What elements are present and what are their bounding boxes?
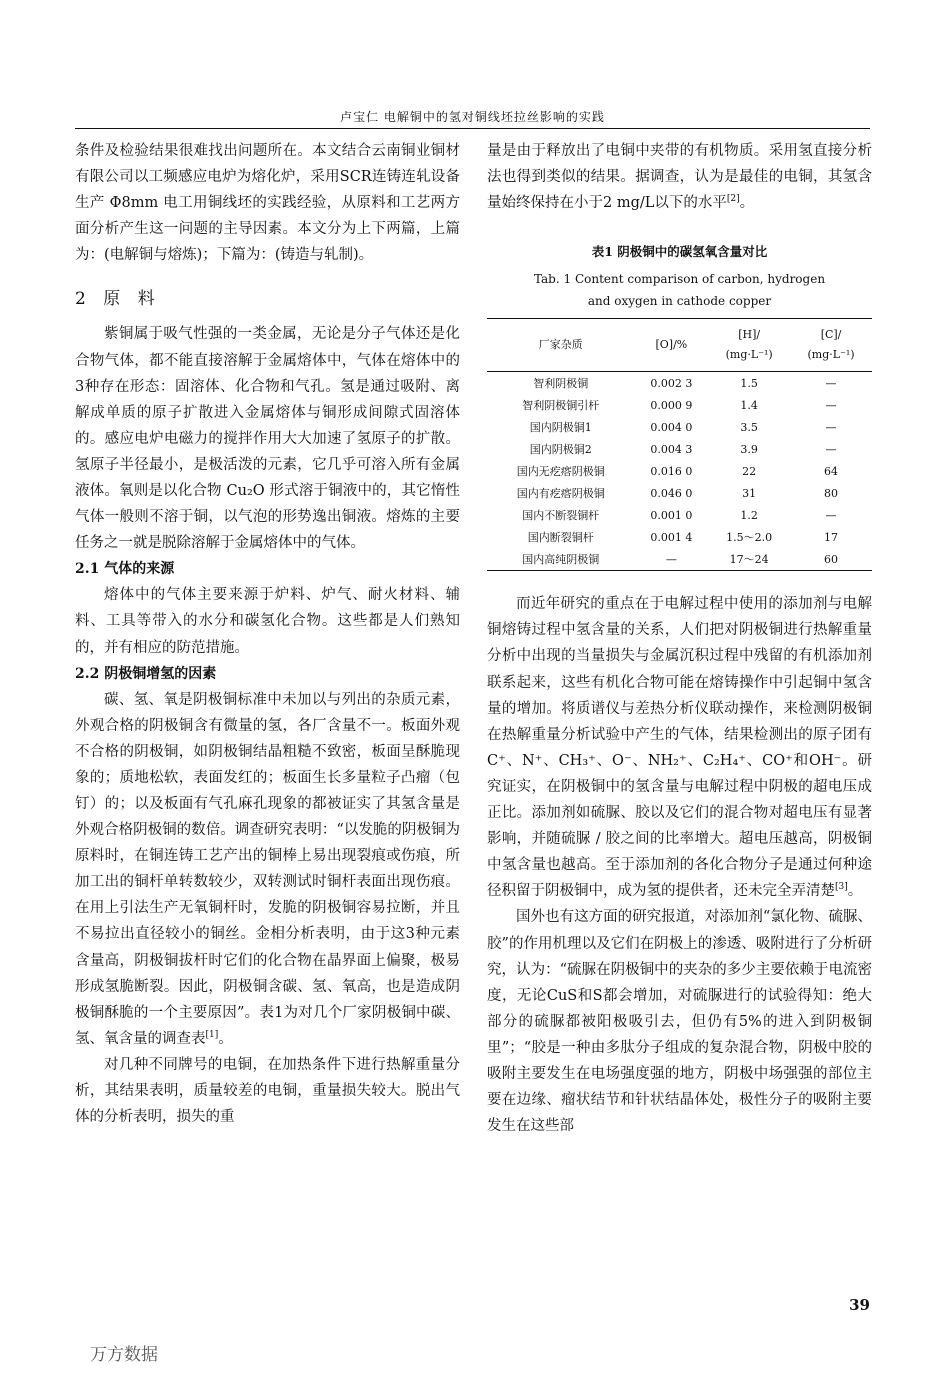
table-row: [487, 504, 872, 526]
cell-hydrogen: 31: [742, 486, 757, 500]
cell-carbon: 60: [824, 552, 839, 566]
header-hydrogen-label: [H]/: [738, 328, 761, 342]
left-column: [75, 138, 460, 1130]
table-header-row: [487, 319, 872, 372]
sentence-end: 。: [847, 883, 863, 900]
cell-manufacturer: 智利阴极铜: [533, 377, 589, 391]
cell-carbon: 80: [824, 486, 839, 500]
cell-hydrogen: 3.9: [740, 442, 758, 456]
section-2-paragraph: 紫铜属于吸气性强的一类金属，无论是分子气体还是化合物气体，都不能直接溶解于金属熔体中，气体在熔体中的3种存在形态：固溶体、化合物和气孔。氢是通过吸附、离解成单质的原子扩散进入金属熔体与铜形成间隙式固溶体的。感应电炉电磁力的搅拌作用大大加速了氢原子的扩散。氢原子半径最小，是极活泼的元素，它几乎可溶入所有金属液体。氧则是以化合物 Cu₂O 形式溶于铜液中的，其它惰性气体一般则不溶于铜，以气泡的形势逸出铜液。熔炼的主要任务之一就是脱除溶解于金属熔体中的气体。: [75, 326, 460, 552]
header-hydrogen: [708, 319, 790, 372]
header-rule: [75, 128, 870, 129]
table-row: [487, 526, 872, 548]
section-2-1-paragraph: 熔体中的气体主要来源于炉料、炉气、耐火材料、辅料、工具等带入的水分和碳氢化合物。这些都是人们熟知的，并有相应的防范措施。: [75, 587, 460, 656]
cell-carbon: —: [825, 420, 837, 434]
section-2-2-text: 碳、氢、氧是阴极铜标准中未加以与列出的杂质元素，外观合格的阴极铜含有微量的氢，各厂含量不一。板面外观不合格的阴极铜，如阴极铜结晶粗糙不致密，板面呈酥脆现象的；质地松软，表面发红的；板面生长多量粒子凸瘤（包钉）的；以及板面有气孔麻孔现象的都被证实了其氢含量是外观合格阴极铜的数倍。调查研究表明：“以发脆的阴极铜为原料时，在铜连铸工艺产出的铜棒上易出现裂痕或伤痕，所加工出的铜杆单转数较少，双转测试时铜杆表面出现伤痕。在用上引法生产无氧铜杆时，发脆的阴极铜容易拉断，并且不易拉出直径较小的铜丝。金相分析表明，由于这3种元素含量高，阴极铜拔杆时它们的化合物在晶界面上偏聚，极易形成氢脆断裂。因此，阴极铜含碳、氢、氧高，也是造成阴极铜酥脆的一个主要原因”。表1为对几个厂家阴极铜中碳、氢、氧含量的调查表: [75, 691, 460, 1047]
cell-hydrogen: 1.4: [740, 398, 758, 412]
table-row: [487, 416, 872, 438]
section-2-1-title: 2.1 气体的来源: [75, 561, 175, 578]
cell-manufacturer: 国内无疙瘩阴极铜: [516, 465, 605, 479]
cell-oxygen: 0.004 3: [650, 442, 693, 456]
cell-oxygen: 0.000 9: [650, 398, 693, 412]
cell-carbon: —: [825, 398, 837, 412]
research-paragraph: [487, 591, 872, 904]
section-2-title: 2 原 料: [75, 289, 161, 310]
sentence-end: 。: [218, 1030, 233, 1047]
cell-oxygen: 0.004 0: [650, 420, 693, 434]
intro-paragraph: 条件及检验结果很难找出问题所在。本文结合云南铜业铜材有限公司以工频感应电炉为熔化炉，采用SCR连铸连轧设备生产 Φ8mm 电工用铜线坯的实践经验，从原料和工艺两方面分析产生这一问题的主导因素。本文分为上下两篇，上篇为：(电解铜与熔炼)；下篇为：(铸造与轧制)。: [75, 143, 460, 264]
cell-hydrogen: 1.5: [740, 376, 758, 390]
section-2-2-title: 2.2 阴极铜增氢的因素: [75, 665, 217, 682]
header-carbon-label: [C]/: [820, 328, 842, 342]
cell-hydrogen: 22: [742, 464, 757, 478]
table-row: [487, 438, 872, 460]
pyrolysis-paragraph: 对几种不同牌号的电铜，在加热条件下进行热解重量分析，其结果表明，质量较差的电铜，重量损失较大。脱出气体的分析表明，损失的重: [75, 1056, 460, 1126]
table-caption-en-line2: and oxygen in cathode copper: [587, 294, 772, 309]
table-1: [487, 242, 872, 571]
header-manufacturer: 厂家杂质: [538, 338, 583, 352]
citation-3: [3]: [835, 882, 848, 893]
foreign-research-paragraph: 国外也有这方面的研究报道，对添加剂“氯化物、硫脲、胶”的作用机理以及它们在阴极上的渗透、吸附进行了分析研究，认为：“硫脲在阴极铜中的夹杂的多少主要依赖于电流密度，无论CuS和S都会增加，对硫脲进行的试验得知：绝大部分的硫脲都被阳极吸引去，但仍有5%的进入到阴极铜里”；“胶是一种由多肽分子组成的复杂混合物，阴极中胶的吸附主要发生在电场强度强的地方，阴极中场强强的部位主要在边缘、瘤状结节和针状结晶体处，极性分子的吸附主要发生在这些部: [487, 909, 872, 1135]
page-number: 39: [849, 1296, 870, 1314]
header-oxygen: [O]/%: [655, 338, 688, 352]
cell-hydrogen: 1.5～2.0: [726, 531, 773, 545]
cell-manufacturer: 国内高纯阴极铜: [522, 553, 600, 567]
cell-manufacturer: 国内不断裂铜杆: [522, 509, 600, 523]
table-row: [487, 394, 872, 416]
table-row: [487, 372, 872, 395]
cell-carbon: —: [825, 442, 837, 456]
header-carbon: [790, 319, 872, 372]
table-caption-en-line1: Tab. 1 Content comparison of carbon, hydrogen: [533, 272, 826, 287]
cell-oxygen: 0.002 3: [650, 376, 693, 390]
header-carbon-unit: (mg·L⁻¹): [807, 348, 855, 362]
table-caption-cn: 表1 阴极铜中的碳氢氧含量对比: [591, 244, 768, 260]
cell-carbon: —: [825, 376, 837, 390]
citation-1: [1]: [205, 1029, 219, 1040]
cell-manufacturer: 国内阴极铜2: [529, 443, 592, 457]
cell-carbon: 64: [824, 464, 839, 478]
cell-oxygen: —: [665, 552, 677, 566]
watermark-text: 万方数据: [90, 1345, 158, 1365]
section-2-2-paragraph: [75, 687, 460, 1052]
cell-carbon: 17: [824, 530, 839, 544]
continued-text: 量是由于释放出了电铜中夹带的有机物质。采用氢直接分析法也得到类似的结果。据调查，认为是最佳的电铜，其氢含量始终保持在小于2 mg/L以下的水平: [487, 143, 872, 212]
running-header: 卢宝仁 电解铜中的氢对铜线坯拉丝影响的实践: [340, 110, 605, 124]
content-table: [487, 318, 872, 571]
header-hydrogen-unit: (mg·L⁻¹): [725, 348, 773, 362]
research-text: 而近年研究的重点在于电解过程中使用的添加剂与电解铜熔铸过程中氢含量的关系，人们把对阴极铜进行热解重量分析中出现的当量损失与金属沉积过程中残留的有机添加剂联系起来，这些有机化合物可能在熔铸操作中引起铜中氢含量的增加。将质谱仪与差热分析仪联动操作，来检测阴极铜在热解重量分析试验中产生的气体，结果检测出的原子团有 C⁺、N⁺、CH₃⁺、O⁻、NH₂⁺、C₂H₄⁺、CO⁺和OH⁻。研究证实，在阴极铜中的氢含量与电解过程中阴极的超电压成正比。添加剂如硫脲、胶以及它们的混合物对超电压有显著影响，并随硫脲 / 胶之间的比率增大。超电压越高，阴极铜中氢含量也越高。至于添加剂的各化合物分子是通过何种途径积留于阴极铜中，成为氢的提供者，还未完全弄清楚: [487, 596, 872, 900]
table-row: [487, 548, 872, 571]
cell-manufacturer: 国内阴极铜1: [529, 421, 592, 435]
sentence-end: 。: [739, 195, 755, 212]
cell-hydrogen: 3.5: [740, 420, 758, 434]
cell-manufacturer: 智利阴极铜引杆: [522, 399, 600, 413]
continued-paragraph: [487, 138, 872, 216]
cell-carbon: —: [825, 508, 837, 522]
cell-manufacturer: 国内有疙瘩阴极铜: [516, 487, 605, 501]
right-column: [487, 138, 872, 1139]
cell-oxygen: 0.001 0: [650, 508, 693, 522]
cell-oxygen: 0.001 4: [650, 530, 693, 544]
table-row: [487, 482, 872, 504]
cell-hydrogen: 1.2: [740, 508, 758, 522]
citation-2: [2]: [726, 194, 740, 205]
cell-oxygen: 0.046 0: [650, 486, 693, 500]
table-row: [487, 460, 872, 482]
cell-manufacturer: 国内断裂铜杆: [527, 531, 594, 545]
cell-hydrogen: 17～24: [729, 553, 769, 567]
cell-oxygen: 0.016 0: [650, 464, 693, 478]
